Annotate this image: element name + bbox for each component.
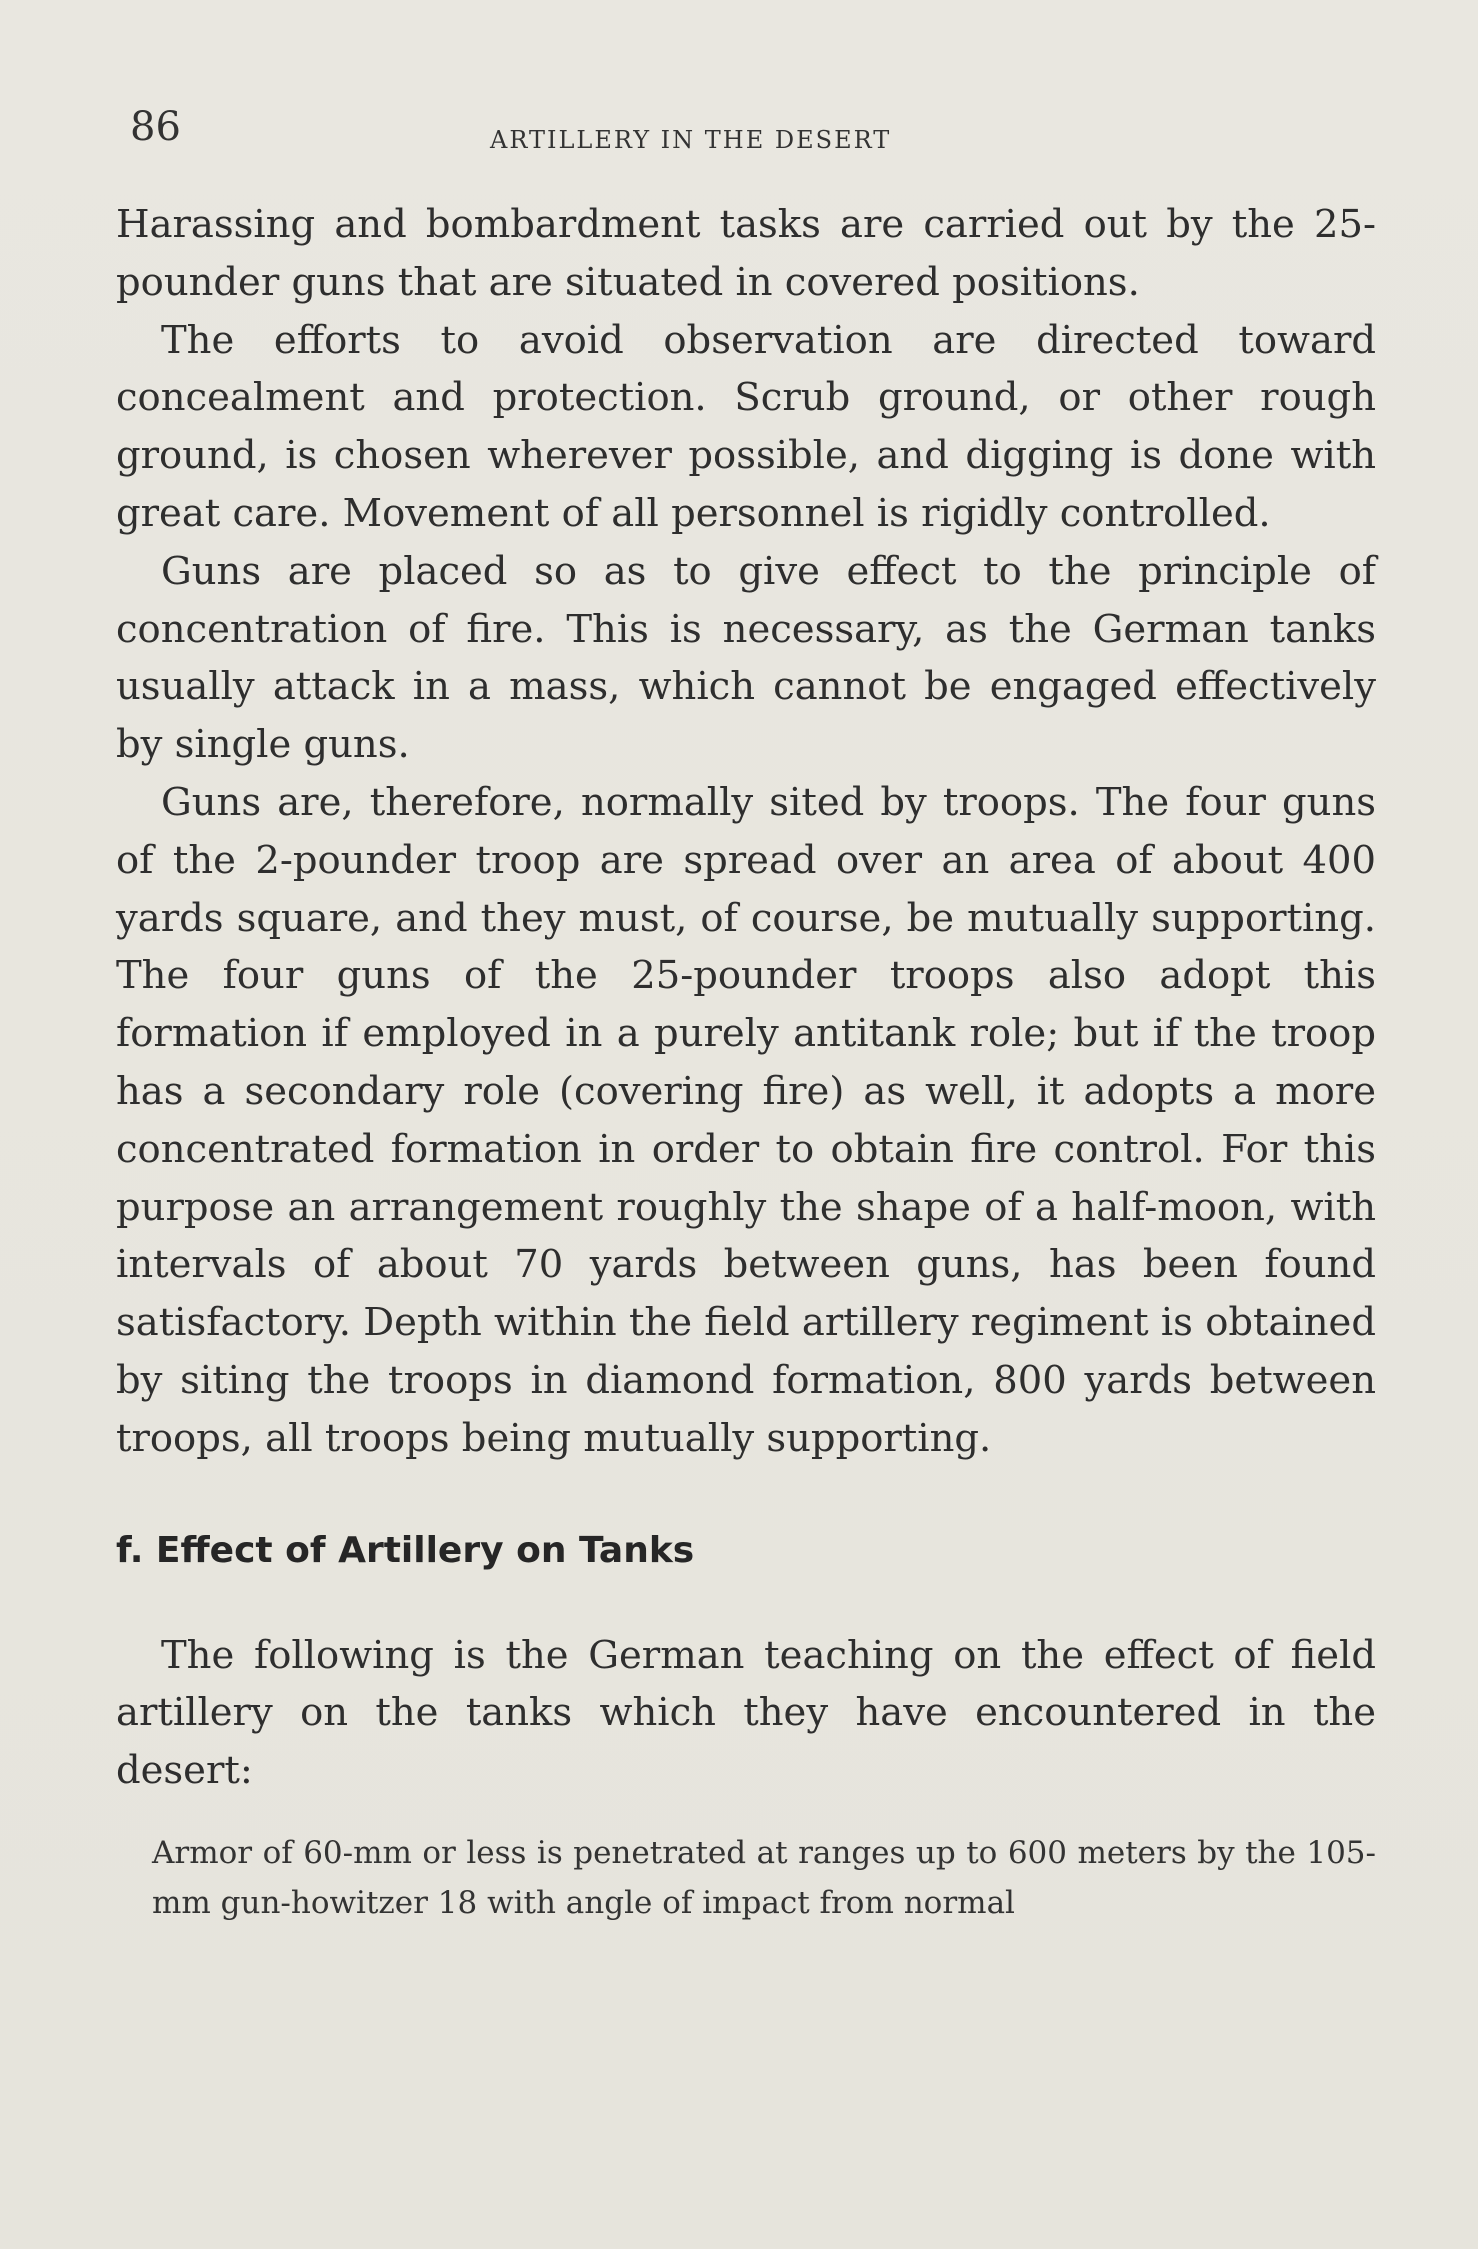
- paragraph-troop-siting: Guns are, therefore, normally sited by troops. The four guns of the 2-pounder troop are spread over an area of about 400 yards square, and they must, of course, be mutually supporting. The four guns of the 25-pounder troops also adopt this formation if employed in a purely antitank role; but if the troop has a secondary role (covering fire) as well, it adopts a more concentrated formation in order to obtain fire control. For this purpose an arrangement roughly the shape of a half-moon, with intervals of about 70 yards between guns, has been found satisfactory. Depth within the field artillery regiment is obtained by siting the troops in diamond formation, 800 yards between troops, all troops being mutually supporting.: [116, 779, 1376, 1461]
- section-intro-paragraph: The following is the German teaching on the effect of field artillery on the tanks which they have encountered in the desert:: [116, 1632, 1376, 1794]
- page-header: [130, 100, 1360, 160]
- running-title: ARTILLERY IN THE DESERT: [490, 126, 892, 154]
- paragraph-observation: The efforts to avoid observation are directed toward concealment and protection. Scrub ground, or other rough ground, is chosen wherever possible, and digging is done with great care. Movement of all personnel is rigidly controlled.: [116, 317, 1376, 536]
- paragraph-concentration: Guns are placed so as to give effect to the principle of concentration of fire. This is necessary, as the German tanks usually attack in a mass, which cannot be engaged effectively by single guns.: [116, 548, 1376, 768]
- page-number: 86: [130, 104, 181, 150]
- body-text: [116, 196, 1376, 1959]
- paragraph-harassing: Harassing and bombardment tasks are carried out by the 25-pounder guns that are situated in covered positions.: [116, 202, 1376, 305]
- section-heading: f. Effect of Artillery on Tanks: [116, 1529, 695, 1571]
- quoted-teaching: Armor of 60-mm or less is penetrated at ranges up to 600 meters by the 105-mm gun-howitzer 18 with angle of impact from normal: [152, 1834, 1376, 1921]
